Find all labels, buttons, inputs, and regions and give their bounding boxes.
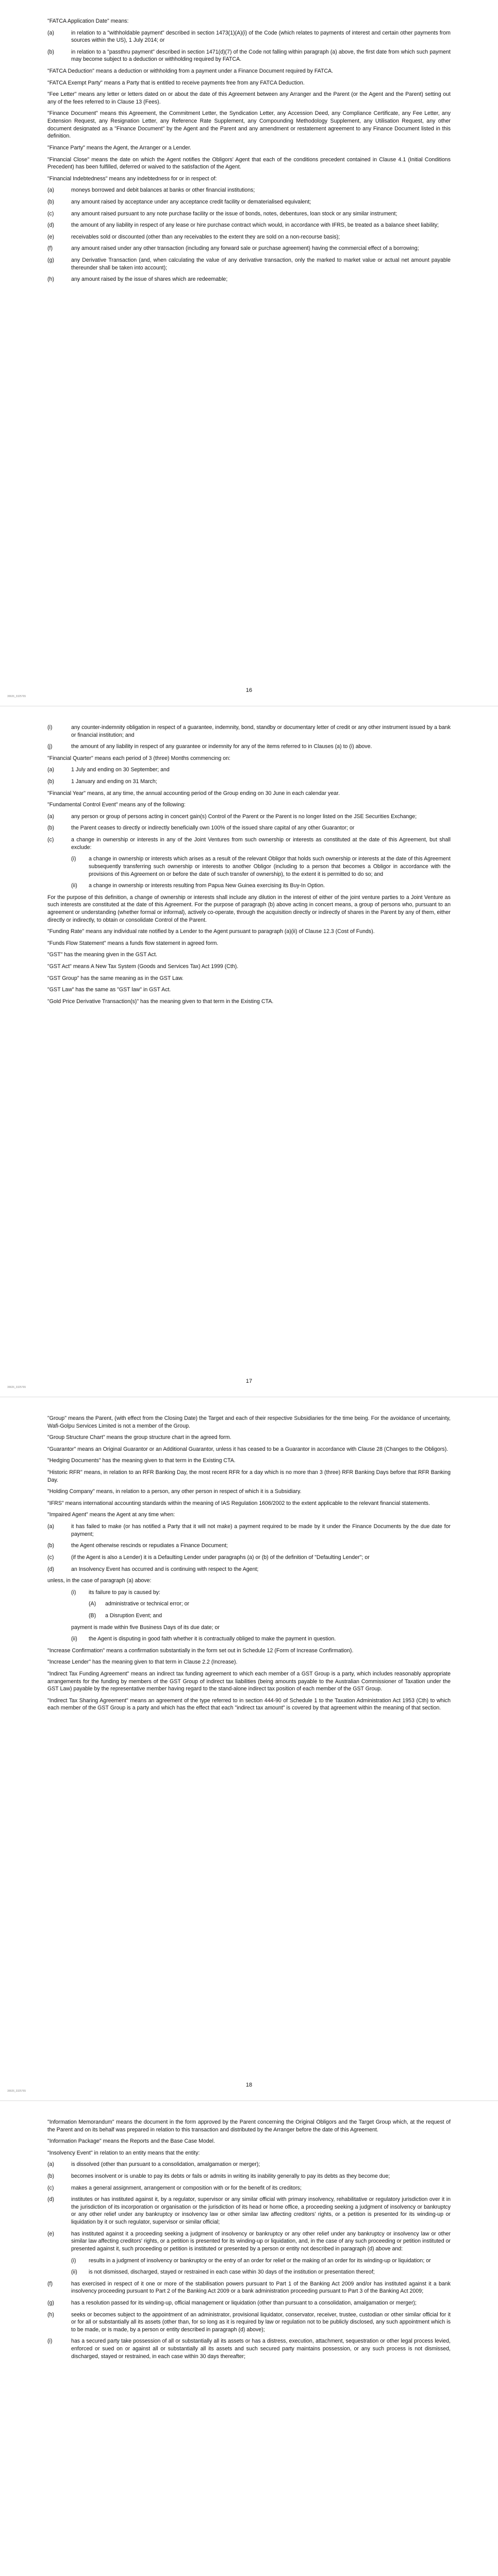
list-item bbox=[47, 1523, 451, 1538]
list-item-label: (B) bbox=[89, 1612, 96, 1619]
list-item-text: moneys borrowed and debit balances at banks or other financial institutions; bbox=[71, 187, 255, 194]
list-item-text: becomes insolvent or is unable to pay its debts or fails or admits in writing its inability generally to pay its debts as they become due; bbox=[71, 2173, 390, 2180]
list-item-label: (c) bbox=[47, 837, 54, 843]
list-item-text: any amount raised by the issue of shares which are redeemable; bbox=[71, 276, 228, 283]
definition-paragraph: "Hedging Documents" has the meaning given to that term in the Existing CTA. bbox=[47, 1458, 236, 1464]
list-item-label: (a) bbox=[47, 29, 54, 36]
sub-list-item bbox=[71, 1589, 451, 1597]
list-item-label: (i) bbox=[71, 2257, 76, 2264]
list-item-text: an Insolvency Event has occurred and is continuing with respect to the Agent; bbox=[71, 1566, 259, 1572]
list-item-label: (c) bbox=[47, 1554, 54, 1561]
list-item bbox=[47, 257, 451, 272]
list-item-label: (a) bbox=[47, 2161, 54, 2168]
definition-paragraph: "Guarantor" means an Original Guarantor or an Additional Guarantor, unless it has ceased to be a Guarantor in accordance with Clause 28 (Changes to the Obligors). bbox=[47, 1446, 449, 1452]
page-content bbox=[47, 724, 451, 1005]
list-item-text: 1 July and ending on 30 September; and bbox=[71, 767, 170, 773]
list-item bbox=[47, 1554, 451, 1562]
definition-paragraph: "FATCA Application Date" means: bbox=[47, 18, 129, 24]
list-item bbox=[47, 222, 451, 229]
list-item bbox=[47, 2280, 451, 2295]
definition-paragraph: "FATCA Exempt Party" means a Party that is entitled to receive payments free from any FATCA Deduction. bbox=[47, 79, 305, 86]
list-item-label: (c) bbox=[47, 210, 54, 217]
list-item-label: (d) bbox=[47, 222, 54, 229]
list-item bbox=[47, 1542, 451, 1550]
list-item-text: any person or group of persons acting in concert gain(s) Control of the Parent or the Parent is no longer listed on the JSE Securities Exchange; bbox=[71, 813, 417, 820]
body-paragraph: payment is made within five Business Days of its due date; or bbox=[71, 1624, 220, 1631]
document-reference: 39926_3325765 bbox=[7, 2090, 26, 2093]
sub-list-item bbox=[71, 2268, 451, 2276]
list-item-label: (d) bbox=[47, 2196, 54, 2203]
definition-paragraph: "Financial Close" means the date on which the Agent notifies the Obligors' Agent that each of the conditions precedent contained in Clause 4.1 (Initial Conditions Precedent) has been fulfilled, deferred or waived to the satisfaction of the Agent. bbox=[47, 156, 451, 171]
definition-paragraph: "Funding Rate" means any individual rate notified by a Lender to the Agent pursuant to paragraph (a)(ii) of Clause 12.3 (Cost of Funds). bbox=[47, 928, 375, 935]
definition-paragraph: "Insolvency Event" in relation to an entity means that the entity: bbox=[47, 2149, 200, 2156]
list-item-text: the Agent is disputing in good faith whether it is contractually obliged to make the payment in question. bbox=[89, 1636, 336, 1642]
page-content bbox=[47, 18, 451, 283]
definition-paragraph: "Financial Year" means, at any time, the annual accounting period of the Group ending on 30 June in each calendar year. bbox=[47, 790, 340, 796]
list-item-label: (e) bbox=[47, 233, 54, 240]
list-item-text: has instituted against it a proceeding seeking a judgment of insolvency or bankruptcy or any other relief under any bankruptcy or insolvency law or other similar law affecting creditors' rights, or a petition is presented for its winding-up or liquidation, and, in the case of any such proceeding or petition instituted or presented against it, such proceeding or petition is instituted or presented by a person or entity not described in paragraph (d) above and: bbox=[71, 2230, 451, 2252]
list-item bbox=[47, 766, 451, 774]
definition-paragraph: "Finance Party" means the Agent, the Arranger or a Lender. bbox=[47, 144, 192, 151]
definition-paragraph: "Financial Quarter" means each period of 3 (three) Months commencing on: bbox=[47, 755, 230, 761]
list-item-text: its failure to pay is caused by: bbox=[89, 1589, 160, 1596]
list-item bbox=[47, 233, 451, 241]
list-item bbox=[47, 2337, 451, 2360]
page-number: 18 bbox=[245, 2081, 253, 2088]
list-item-label: (ii) bbox=[71, 2269, 77, 2276]
list-item-text: in relation to a "passthru payment" described in section 1471(d)(7) of the Code not falling within paragraph (a) above, the first date from which such payment may become subject to a deduction or withholding required by FATCA. bbox=[71, 48, 451, 63]
list-item bbox=[47, 743, 451, 751]
list-item-label: (a) bbox=[47, 813, 54, 820]
definition-paragraph: "Information Memorandum" means the document in the form approved by the Parent concerning the Original Obligors and the Target Group which, at the request of the Parent and on its behalf was prepared in relation to this transaction and distributed by the Arranger before the date of this Agreement. bbox=[47, 2119, 451, 2133]
list-item bbox=[47, 210, 451, 218]
definition-paragraph: "GST" has the meaning given in the GST Act. bbox=[47, 952, 157, 958]
list-item-text: administrative or technical error; or bbox=[105, 1601, 190, 1607]
list-item-label: (b) bbox=[47, 198, 54, 205]
list-item bbox=[47, 276, 451, 283]
list-item bbox=[47, 2196, 451, 2226]
definition-paragraph: "Fee Letter" means any letter or letters dated on or about the date of this Agreement between any Arranger and the Parent (or the Agent and the Parent) setting out any of the fees referred to in Clause 13 (Fees). bbox=[47, 91, 451, 105]
list-item-label: (h) bbox=[47, 276, 54, 283]
list-item bbox=[47, 2311, 451, 2334]
list-item bbox=[47, 824, 451, 832]
list-item bbox=[47, 2161, 451, 2168]
definition-paragraph: "Financial Indebtedness" means any indebtedness for or in respect of: bbox=[47, 175, 217, 182]
page-19 bbox=[0, 2101, 498, 2576]
definition-paragraph: "Holding Company" means, in relation to a person, any other person in respect of which it is a Subsidiary. bbox=[47, 1488, 302, 1495]
definition-paragraph: "Indirect Tax Sharing Agreement" means an agreement of the type referred to in section 444-90 of Schedule 1 to the Taxation Administration Act 1953 (Cth) to which each member of the GST Group is a party and which has the effect that each "indirect tax amount" is covered by that agreement within the meaning of that section. bbox=[47, 1697, 451, 1711]
list-item-label: (g) bbox=[47, 2299, 54, 2306]
page-17 bbox=[0, 706, 498, 1397]
list-item-label: (i) bbox=[47, 2338, 53, 2345]
sub-list-item bbox=[71, 1635, 451, 1643]
definition-paragraph: "Finance Document" means this Agreement, the Commitment Letter, the Syndication Letter, any Accession Deed, any Compliance Certificate, any Fee Letter, any Extension Request, any Resignation Letter, any Reference Rate Supplement, any Compounding Methodology Supplement, any Utilisation Request, any other document designated as a "Finance Document" by the Agent and the Parent and any amendment or restatement agreement to any Finance Document listed in this definition. bbox=[47, 110, 451, 140]
list-item-label: (A) bbox=[89, 1601, 96, 1607]
list-item-text: the amount of any liability in respect of any lease or hire purchase contract which would, in accordance with IFRS, be treated as a balance sheet liability; bbox=[71, 222, 439, 229]
page-18 bbox=[0, 1397, 498, 2100]
definition-paragraph: "Indirect Tax Funding Agreement" means an indirect tax funding agreement to which each member of a GST Group is a party, which includes reasonably appropriate arrangements for the funding by members of the GST Group of indirect tax liabilities (being amounts payable to the Australian Commissioner of Taxation under the GST Law) payable by the representative member having regard to the stand-alone indirect tax position of each member of the GST Group. bbox=[47, 1671, 451, 1692]
definition-paragraph: "GST Act" means A New Tax System (Goods and Services Tax) Act 1999 (Cth). bbox=[47, 963, 239, 970]
list-item bbox=[47, 2173, 451, 2180]
list-item-text: is not dismissed, discharged, stayed or restrained in each case within 30 days of the institution or presentation thereof; bbox=[89, 2269, 375, 2276]
list-item-text: the Parent ceases to directly or indirectly beneficially own 100% of the issued share capital of any other Guarantor; or bbox=[71, 825, 355, 832]
sub-sub-list-item bbox=[89, 1600, 451, 1608]
body-paragraph: unless, in the case of paragraph (a) above: bbox=[47, 1578, 152, 1584]
list-item-text: 1 January and ending on 31 March; bbox=[71, 778, 157, 785]
list-item-label: (b) bbox=[47, 1543, 54, 1549]
list-item-text: any amount raised pursuant to any note purchase facility or the issue of bonds, notes, debentures, loan stock or any similar instrument; bbox=[71, 210, 397, 217]
list-item bbox=[47, 48, 451, 63]
list-item-label: (i) bbox=[71, 856, 76, 862]
list-item-text: has exercised in respect of it one or more of the stabilisation powers pursuant to Part 1 of the Banking Act 2009 and/or has instituted against it a bank insolvency proceeding pursuant to Part 2 of the Banking Act 2009 or a bank administration proceeding pursuant to Part 3 of the Banking Act 2009; bbox=[71, 2280, 451, 2295]
list-item-text: any counter-indemnity obligation in respect of a guarantee, indemnity, bond, standby or documentary letter of credit or any other instrument issued by a bank or financial institution; and bbox=[71, 724, 451, 738]
list-item-label: (c) bbox=[47, 2184, 54, 2191]
page-number: 17 bbox=[245, 1378, 253, 1384]
list-item-text: a change in ownership or interests resulting from Papua New Guinea exercising its Buy-In Option. bbox=[89, 883, 325, 889]
list-item-label: (i) bbox=[47, 724, 53, 731]
list-item-label: (b) bbox=[47, 825, 54, 832]
list-item-label: (f) bbox=[47, 2280, 53, 2287]
list-item-text: results in a judgment of insolvency or bankruptcy or the entry of an order for relief or the making of an order for its winding-up or liquidation; or bbox=[89, 2257, 431, 2264]
list-item bbox=[47, 724, 451, 739]
list-item-label: (h) bbox=[47, 2311, 54, 2318]
definition-paragraph: "Fundamental Control Event" means any of the following: bbox=[47, 802, 186, 808]
list-item bbox=[47, 187, 451, 194]
list-item-label: (e) bbox=[47, 2230, 54, 2237]
list-item-label: (ii) bbox=[71, 883, 77, 889]
list-item-label: (f) bbox=[47, 245, 53, 252]
definition-paragraph: "GST Law" has the same as "GST law" in GST Act. bbox=[47, 987, 171, 993]
list-item-label: (ii) bbox=[71, 1636, 77, 1642]
document-reference: 39926_3325765 bbox=[7, 695, 26, 699]
definition-paragraph: "Group" means the Parent, (with effect from the Closing Date) the Target and each of their respective Subsidiaries for the time being. For the avoidance of uncertainty, Wafi-Golpu Services Limited is not a member of the Group. bbox=[47, 1415, 451, 1429]
sub-sub-list-item bbox=[89, 1612, 451, 1620]
list-item-text: the amount of any liability in respect of any guarantee or indemnity for any of the items referred to in Clauses (a) to (i) above. bbox=[71, 743, 372, 750]
list-item-text: has a secured party take possession of all or substantially all its assets or has a distress, execution, attachment, sequestration or other legal process levied, enforced or sued on or against all or substantially all its assets and such secured party maintains possession, or any such process is not dismissed, discharged, stayed or restrained, in each case within 30 days thereafter; bbox=[71, 2338, 451, 2360]
list-item-text: seeks or becomes subject to the appointment of an administrator, provisional liquidator, conservator, receiver, trustee, custodian or other similar official for it or for all or substantially all its assets (other than, for so long as it is required by law or regulation not to be publicly disclosed, any such appointment which is to be made, or is made, by a person or entity described in paragraph (d) above); bbox=[71, 2311, 451, 2333]
list-item bbox=[47, 778, 451, 786]
list-item-label: (d) bbox=[47, 1566, 54, 1572]
list-item bbox=[47, 1566, 451, 1573]
list-item-label: (b) bbox=[47, 2173, 54, 2180]
definition-paragraph: "FATCA Deduction" means a deduction or withholding from a payment under a Finance Document required by FATCA. bbox=[47, 68, 334, 75]
list-item-label: (a) bbox=[47, 1523, 54, 1530]
list-item-label: (a) bbox=[47, 767, 54, 773]
list-item-label: (b) bbox=[47, 48, 54, 55]
list-item-label: (i) bbox=[71, 1589, 76, 1596]
list-item-label: (g) bbox=[47, 257, 54, 264]
definition-paragraph: "Information Package" means the Reports and the Base Case Model. bbox=[47, 2138, 215, 2145]
page-number: 16 bbox=[245, 687, 253, 693]
list-item-text: makes a general assignment, arrangement or composition with or for the benefit of its creditors; bbox=[71, 2184, 302, 2191]
list-item bbox=[47, 2299, 451, 2307]
list-item bbox=[47, 836, 451, 851]
definition-paragraph: "Gold Price Derivative Transaction(s)" has the meaning given to that term in the Existing CTA. bbox=[47, 998, 274, 1005]
list-item-text: any amount raised by acceptance under any acceptance credit facility or dematerialised equivalent; bbox=[71, 198, 311, 205]
body-paragraph: For the purpose of this definition, a change of ownership or interests shall include any dilution in the interest of either of the joint venture parties to a Joint Venture as such interests are constituted at the date of this Agreement. For the purpose of paragraph (b) above acting in concert means, a group of persons who, pursuant to an agreement or understanding (whether formal or informal), actively co-operate, through the acquisition directly or indirectly of shares in the Parent by any of them, either directly or indirectly, to obtain or consolidate Control of the Parent. bbox=[47, 894, 451, 923]
list-item-text: a change in ownership or interests in any of the Joint Ventures from such ownership or interests as constituted at the date of this Agreement, but shall exclude: bbox=[71, 837, 451, 851]
sub-list-item bbox=[71, 882, 451, 890]
sub-list-item bbox=[71, 855, 451, 878]
list-item-text: any Derivative Transaction (and, when calculating the value of any derivative transaction, only the marked to market value or actual net amount payable thereunder shall be taken into account); bbox=[71, 257, 451, 271]
list-item-label: (b) bbox=[47, 778, 54, 785]
definition-paragraph: "Funds Flow Statement" means a funds flow statement in agreed form. bbox=[47, 940, 219, 946]
page-content bbox=[47, 1415, 451, 1712]
list-item-text: a Disruption Event; and bbox=[105, 1612, 162, 1619]
page-16 bbox=[0, 0, 498, 706]
definition-paragraph: "GST Group" has the same meaning as in the GST Law. bbox=[47, 975, 184, 981]
definition-paragraph: "Historic RFR" means, in relation to an RFR Banking Day, the most recent RFR for a day which is no more than 3 (three) RFR Banking Days before that RFR Banking Day. bbox=[47, 1469, 451, 1483]
list-item bbox=[47, 2230, 451, 2253]
list-item bbox=[47, 2184, 451, 2192]
list-item-text: it has failed to make (or has notified a Party that it will not make) a payment required to be made by it under the Finance Documents by the due date for payment; bbox=[71, 1523, 451, 1537]
list-item bbox=[47, 245, 451, 252]
definition-paragraph: "Group Structure Chart" means the group structure chart in the agreed form. bbox=[47, 1434, 231, 1441]
list-item-text: is dissolved (other than pursuant to a consolidation, amalgamation or merger); bbox=[71, 2161, 260, 2168]
definition-paragraph: "Increase Lender" has the meaning given to that term in Clause 2.2 (Increase). bbox=[47, 1659, 238, 1666]
definition-paragraph: "Impaired Agent" means the Agent at any time when: bbox=[47, 1512, 175, 1518]
list-item bbox=[47, 29, 451, 44]
list-item bbox=[47, 813, 451, 821]
list-item-text: any amount raised under any other transaction (including any forward sale or purchase agreement) having the commercial effect of a borrowing; bbox=[71, 245, 419, 252]
page-content bbox=[47, 2119, 451, 2360]
list-item-text: (if the Agent is also a Lender) it is a Defaulting Lender under paragraphs (a) or (b) of the definition of "Defaulting Lender"; or bbox=[71, 1554, 370, 1561]
list-item-text: has a resolution passed for its winding-up, official management or liquidation (other than pursuant to a consolidation, amalgamation or merger); bbox=[71, 2299, 417, 2306]
list-item bbox=[47, 198, 451, 206]
document-reference: 39926_3325765 bbox=[7, 1386, 26, 1389]
definition-paragraph: "IFRS" means international accounting standards within the meaning of IAS Regulation 1606/2002 to the extent applicable to the relevant financial statements. bbox=[47, 1500, 430, 1506]
list-item-text: institutes or has instituted against it, by a regulator, supervisor or any similar official with primary insolvency, rehabilitative or regulatory jurisdiction over it in the jurisdiction of its incorporation or organisation or the jurisdiction of its head or home office, a proceeding seeking a judgment of insolvency or bankruptcy or any other relief under any bankruptcy or insolvency law or other similar law affecting creditors' rights, or a petition is presented for its winding-up or liquidation by it or such regulator, supervisor or similar official; bbox=[71, 2196, 451, 2226]
list-item-text: in relation to a "withholdable payment" described in section 1473(1)(A)(i) of the Code (which relates to payments of interest and certain other payments from sources within the US), 1 July 2014; or bbox=[71, 29, 451, 44]
list-item-label: (j) bbox=[47, 743, 53, 750]
list-item-text: receivables sold or discounted (other than any receivables to the extent they are sold on a non-recourse basis); bbox=[71, 233, 340, 240]
list-item-label: (a) bbox=[47, 187, 54, 194]
list-item-text: a change in ownership or interests which arises as a result of the relevant Obligor that holds such ownership or interests at the date of this Agreement subsequently transferring such ownership or interests to another Obligor (including to a person that becomes a Obligor in accordance with the provisions of this Agreement on or before the date of such transfer of ownership), to the extent it is permitted to do so; and bbox=[89, 856, 451, 877]
definition-paragraph: "Increase Confirmation" means a confirmation substantially in the form set out in Schedule 12 (Form of Increase Confirmation). bbox=[47, 1647, 354, 1654]
sub-list-item bbox=[71, 2257, 451, 2265]
list-item-text: the Agent otherwise rescinds or repudiates a Finance Document; bbox=[71, 1543, 228, 1549]
